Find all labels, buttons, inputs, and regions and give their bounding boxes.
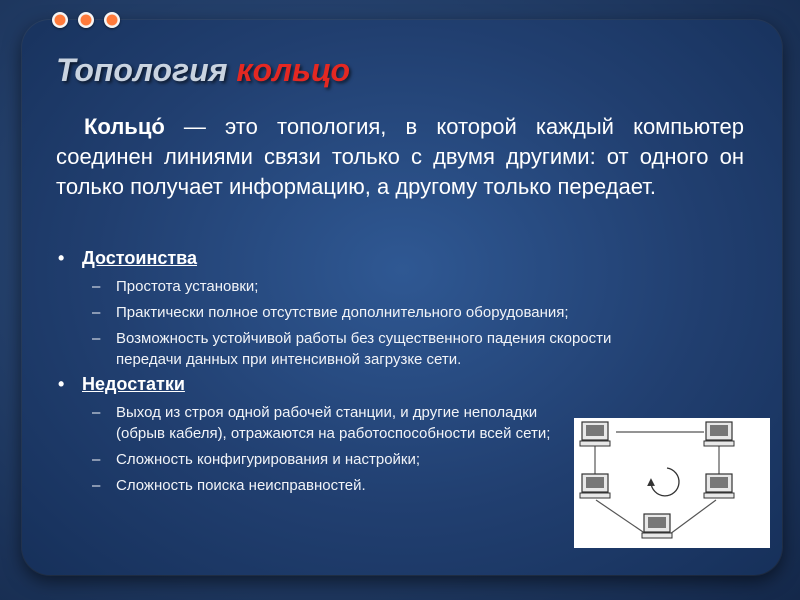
list-item bbox=[56, 402, 556, 444]
title-main: Топология bbox=[56, 52, 237, 88]
dash-icon: – bbox=[92, 330, 101, 347]
list-item bbox=[56, 449, 556, 470]
advantages-section bbox=[56, 246, 616, 375]
dash-icon: – bbox=[92, 304, 101, 321]
list-item bbox=[56, 302, 616, 323]
advantages-heading-text: Достоинства bbox=[82, 248, 197, 268]
dash-icon: – bbox=[92, 477, 101, 494]
list-item-text: Сложность поиска неисправностей. bbox=[116, 477, 366, 494]
bullet-icon: • bbox=[58, 248, 65, 268]
computer-icon bbox=[580, 474, 610, 498]
list-item-text: Выход из строя одной рабочей станции, и другие неполадки (обрыв кабеля), отражаются на работоспособности всей сети; bbox=[116, 404, 551, 442]
disadvantages-heading bbox=[56, 372, 556, 396]
computer-icon bbox=[580, 422, 610, 446]
list-item bbox=[56, 475, 556, 496]
ring-topology-diagram bbox=[574, 418, 770, 548]
dash-icon: – bbox=[92, 451, 101, 468]
bullet-icon: • bbox=[58, 374, 65, 394]
intro-term: Кольцо́ bbox=[84, 114, 165, 139]
computer-icon bbox=[704, 474, 734, 498]
list-item bbox=[56, 328, 616, 370]
dot-icon bbox=[78, 12, 94, 28]
computer-icon bbox=[704, 422, 734, 446]
advantages-heading bbox=[56, 246, 616, 270]
advantages-list bbox=[56, 276, 616, 370]
list-item-text: Практически полное отсутствие дополнительного оборудования; bbox=[116, 304, 569, 321]
list-item-text: Сложность конфигурирования и настройки; bbox=[116, 451, 421, 468]
list-item-text: Простота установки; bbox=[116, 278, 259, 295]
disadvantages-heading-text: Недостатки bbox=[82, 374, 185, 394]
ring-diagram-svg bbox=[574, 418, 770, 548]
dot-icon bbox=[104, 12, 120, 28]
computer-icon bbox=[642, 514, 672, 538]
dot-icon bbox=[52, 12, 68, 28]
list-item bbox=[56, 276, 616, 297]
dash-icon: – bbox=[92, 404, 101, 421]
disadvantages-section bbox=[56, 372, 556, 501]
circular-arrow-icon bbox=[651, 468, 679, 496]
window-dots bbox=[52, 12, 120, 28]
dash-icon: – bbox=[92, 278, 101, 295]
disadvantages-list bbox=[56, 402, 556, 496]
slide-title bbox=[56, 52, 350, 89]
intro-paragraph bbox=[56, 112, 744, 202]
list-item-text: Возможность устойчивой работы без существенного падения скорости передачи данных при интенсивной загрузке сети. bbox=[116, 330, 612, 368]
title-accent: кольцо bbox=[236, 52, 351, 88]
intro-text: — это топология, в которой каждый компьютер соединен линиями связи только с двумя другими: от одного он только получает информацию, а другому только передает. bbox=[56, 114, 744, 199]
